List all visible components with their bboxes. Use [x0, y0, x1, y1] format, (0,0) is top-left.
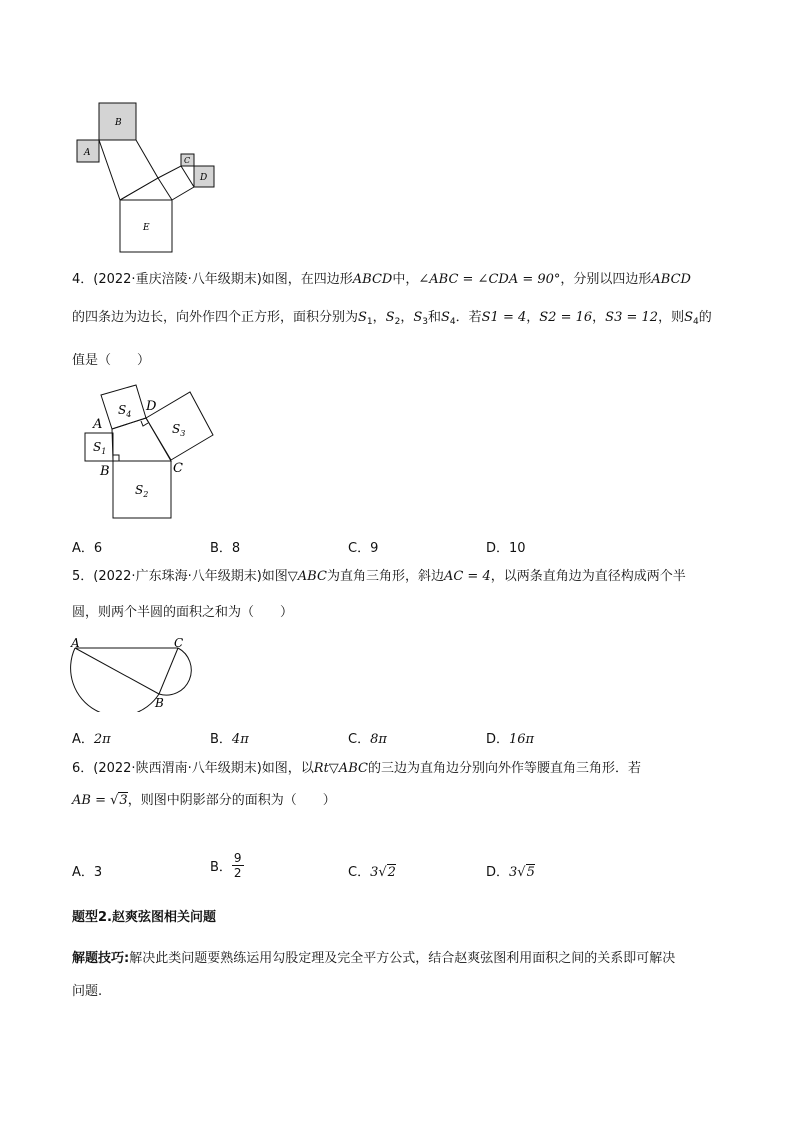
- right-angle-d: [141, 421, 148, 426]
- q5-option-d[interactable]: D．16π: [486, 732, 535, 747]
- q5-line2: 圆，则两个半圆的面积之和为（ ）: [72, 605, 294, 620]
- triangle-edge: [120, 178, 158, 200]
- figure-pythagorean-tree: [70, 98, 230, 258]
- q6-option-b[interactable]: B． $\frac{9}{2}$: [210, 851, 242, 880]
- label-s1: $S_1$: [93, 440, 107, 456]
- square-right: [158, 166, 194, 200]
- q5-figure: [66, 632, 216, 712]
- q4-line2: 的四条边为边长，向外作四个正方形，面积分别为$S_1$，$S_2$，$S_3$和$S_4$．若S1 = 4，S2 = 16，S3 = 12，则$S_4$的: [72, 310, 712, 327]
- label-s2: $S_2$: [135, 483, 149, 499]
- q4-line1: 4．(2022·重庆涪陵·八年级期末)如图，在四边形ABCD中，∠ABC = ∠CDA = 90°，分别以四边形ABCD: [72, 272, 691, 287]
- right-angle-b: [113, 455, 119, 461]
- tip-line1: 解题技巧:解决此类问题要熟练运用勾股定理及完全平方公式，结合赵爽弦图利用面积之间的关系即可解决: [72, 951, 676, 966]
- label-s3: $S_3$: [172, 422, 186, 438]
- q5-option-c[interactable]: C．8π: [348, 732, 387, 747]
- q4-figure: [80, 380, 220, 525]
- q4-option-b[interactable]: B．8: [210, 541, 241, 556]
- square-left: [99, 140, 158, 200]
- section-title: 题型2.赵爽弦图相关问题: [72, 910, 216, 925]
- label-a: A: [93, 417, 103, 432]
- label-e: E: [143, 223, 150, 233]
- q5-line1: 5．(2022·广东珠海·八年级期末)如图▽ABC为直角三角形，斜边AC = 4，以两条直角边为直径构成两个半: [72, 569, 686, 584]
- q5-option-a[interactable]: A．2π: [72, 732, 111, 747]
- q4-line3: 值是（ ）: [72, 353, 151, 368]
- q4-option-a[interactable]: A．6: [72, 541, 103, 556]
- q6-line2: AB = √3，则图中阴影部分的面积为（ ）: [72, 793, 336, 808]
- leg-ab: [75, 648, 159, 694]
- label-c: C: [174, 636, 184, 650]
- label-b: B: [115, 118, 122, 128]
- quad-abcd: [112, 418, 171, 461]
- label-c: C: [173, 461, 183, 476]
- q6-option-c[interactable]: C．3√2: [348, 865, 396, 880]
- label-a: A: [71, 636, 80, 650]
- label-b: B: [100, 464, 110, 479]
- tip-line2: 问题.: [72, 984, 103, 999]
- q6-option-d[interactable]: D．3√5: [486, 865, 535, 880]
- q4-option-d[interactable]: D．10: [486, 541, 526, 556]
- q6-line1: 6．(2022·陕西渭南·八年级期末)如图，以Rt▽ABC的三边为直角边分别向外作等腰直角三角形．若: [72, 761, 641, 776]
- label-d: D: [200, 173, 208, 183]
- label-c: C: [184, 156, 191, 165]
- q5-option-b[interactable]: B．4π: [210, 732, 249, 747]
- semicircle-ab: [71, 648, 159, 712]
- label-a: A: [84, 148, 91, 158]
- q4-option-c[interactable]: C．9: [348, 541, 379, 556]
- label-d: D: [146, 399, 157, 414]
- label-s4: $S_4$: [118, 403, 132, 419]
- leg-bc: [159, 648, 178, 694]
- label-b: B: [155, 696, 164, 710]
- q6-option-a[interactable]: A．3: [72, 865, 103, 880]
